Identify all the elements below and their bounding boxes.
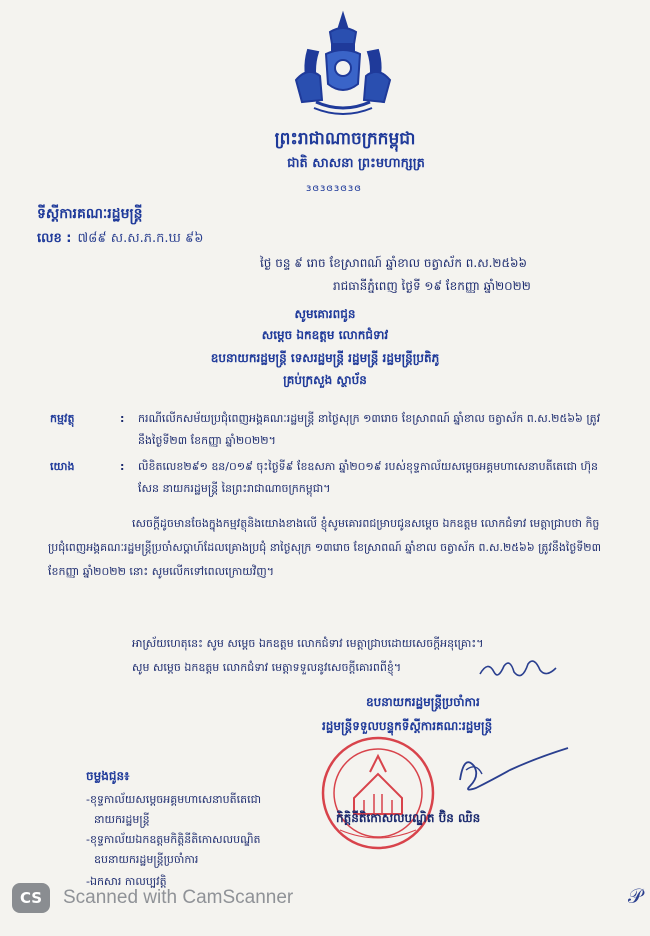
- signer-name: កិត្តិនីតិកោសលបណ្ឌិត ប៊ិន ឈិន: [336, 811, 481, 825]
- signatory-title-1: ឧបនាយករដ្ឋមន្ត្រីប្រចាំការ: [366, 695, 480, 709]
- body-paragraph-3: សូម សម្តេច ឯកឧត្តម លោកជំទាវ មេត្តាទទួលនូវសេចក្តីគោរពពីខ្ញុំ។: [132, 661, 402, 674]
- header-ornament: ɜɞɜɞɜɞɜɞ: [306, 183, 362, 194]
- subject-label: កម្មវត្ថុ: [50, 412, 75, 425]
- cc-item-2-cont: ឧបនាយករដ្ឋមន្ត្រីប្រចាំការ: [94, 853, 199, 866]
- royal-emblem-icon: [288, 10, 398, 120]
- cc-item-1-cont: នាយករដ្ឋមន្ត្រី: [94, 813, 150, 826]
- reference-number: [37, 230, 203, 249]
- signatory-title-2: រដ្ឋមន្ត្រីទទួលបន្ទុកទីស្តីការគណៈរដ្ឋមន្ត្រី: [322, 719, 493, 733]
- kingdom-heading: ព្រះរាជាណាចក្រកម្ពុជា: [274, 129, 416, 149]
- reference-label: យោង: [50, 460, 75, 473]
- camscanner-logo-icon: CS: [12, 883, 50, 913]
- addressee-line-2: សម្តេច ឯកឧត្តម លោកជំទាវ: [261, 328, 389, 342]
- official-seal-icon: [318, 734, 438, 852]
- initial-signature-icon: [436, 652, 576, 686]
- body-paragraph-1: សេចក្តីដូចមានចែងក្នុងកម្មវត្ថុនិងយោងខាងលើ ខ្ញុំសូមគោរពជម្រាបជូនសម្តេច ឯកឧត្តម លោកជំទាវ មេត្តាជ្រាបថា កិច្ចប្រជុំពេញអង្គគណៈរដ្ឋមន្ត្រីប្រចាំសប្តាហ៍ដែលគ្រោងប្រជុំ នាថ្ងៃសុក្រ ១៣រោច ខែស្រាពណ៍ ឆ្នាំខាល ចត្វាស័ក ព.ស.២៥៦៦ ត្រូវនឹងថ្ងៃទី២៣ ខែកញ្ញា ឆ្នាំ២០២២ នោះ សូមលើកទៅពេលក្រោយវិញ។: [48, 517, 602, 578]
- page-corner-mark-icon: 𝒫: [628, 884, 643, 908]
- reference-colon: :: [120, 460, 125, 473]
- solar-date: រាជធានីភ្នំពេញ ថ្ងៃទី ១៩ ខែកញ្ញា ឆ្នាំ២០២២: [333, 279, 531, 293]
- cc-title: ចម្លងជូន៖: [86, 769, 130, 783]
- addressee-line-3: ឧបនាយករដ្ឋមន្ត្រី ទេសរដ្ឋមន្ត្រី រដ្ឋមន្ត្រី រដ្ឋមន្ត្រីប្រតិភូ: [210, 351, 440, 365]
- subject-colon: :: [120, 412, 125, 425]
- lunar-date: ថ្ងៃ ចន្ទ ៩ រោច ខែស្រាពណ៍ ឆ្នាំខាល ចត្វាស័ក ព.ស.២៥៦៦: [260, 256, 528, 270]
- main-signature-icon: [440, 740, 580, 804]
- camscanner-watermark: Scanned with CamScanner: [63, 887, 294, 908]
- cc-item-2: -ខុទ្ទកាល័យឯកឧត្តមកិត្តិនីតិកោសលបណ្ឌិត: [86, 833, 261, 846]
- addressee-greeting: សូមគោរពជូន: [294, 307, 356, 321]
- cc-item-1: -ខុទ្ទកាល័យសម្តេចអគ្គមហាសេនាបតីតេជោ: [86, 793, 262, 806]
- reference-number-label: លេខ :: [37, 231, 72, 246]
- addressee-line-4: គ្រប់ក្រសួង ស្ថាប័ន: [283, 373, 367, 387]
- subject-text: ករណីលើកសម័យប្រជុំពេញអង្គគណៈរដ្ឋមន្ត្រី នាថ្ងៃសុក្រ ១៣រោច ខែស្រាពណ៍ ឆ្នាំខាល ចត្វាស័ក ព.ស.២៥៦៦ ត្រូវនឹងថ្ងៃទី២៣ ខែកញ្ញា ឆ្នាំ២០២២។: [138, 412, 601, 447]
- cc-item-3: -ឯកសារ កាលប្បវត្តិ: [86, 875, 167, 888]
- reference-text: លិខិតលេខ២៩១ ឧន/០១៩ ចុះថ្ងៃទី៩ ខែឧសភា ឆ្នាំ២០១៩ របស់ខុទ្ទកាល័យសម្តេចអគ្គមហាសេនាបតីតេជោ ហ៊ុន សែន នាយករដ្ឋមន្ត្រី នៃព្រះរាជាណាចក្រកម្ពុជា។: [138, 460, 599, 495]
- office-name: ទីស្តីការគណៈរដ្ឋមន្ត្រី: [37, 206, 143, 222]
- reference-number-value: ៧៨៩ ស.ស.ភ.ក.ឃ ៩៦: [77, 231, 204, 246]
- body-paragraph-2: អាស្រ័យហេតុនេះ សូម សម្តេច ឯកឧត្តម លោកជំទាវ មេត្តាជ្រាបដោយសេចក្តីអនុគ្រោះ។: [132, 637, 484, 650]
- national-motto: ជាតិ សាសនា ព្រះមហាក្សត្រ: [287, 156, 425, 171]
